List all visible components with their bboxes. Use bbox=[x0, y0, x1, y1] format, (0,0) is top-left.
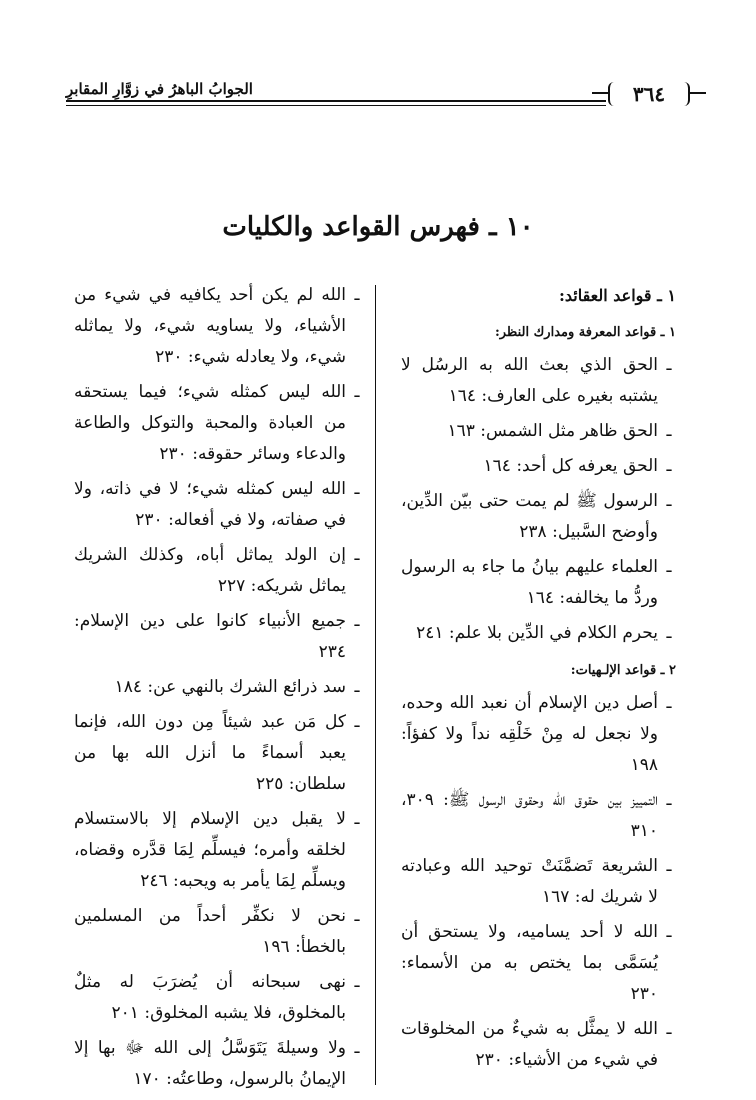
book-title: الجوابُ الباهرُ في زوَّارِ المقابرِ bbox=[66, 78, 261, 100]
entry-text: الرسول ﷺ لم يمت حتى بيّن الدِّين، وأوضح السَّبيل: ٢٣٨ bbox=[401, 491, 658, 542]
entry-text: الله ليس كمثله شيء؛ لا في ذاته، ولا في صفاته، ولا في أفعاله: ٢٣٠ bbox=[74, 479, 346, 530]
running-header bbox=[66, 78, 690, 108]
index-entry: ـ جميع الأنبياء كانوا على دين الإسلام: ٢٣٤ bbox=[74, 611, 360, 662]
entry-text: الشريعة تَضمَّنَتْ توحيد الله وعبادته لا شريك له: ١٦٧ bbox=[401, 856, 658, 907]
entry-text: يحرم الكلام في الدِّين بلا علم: ٢٤١ bbox=[416, 623, 658, 643]
index-entry: ـ نحن لا نكفِّر أحداً من المسلمين بالخطأ: ١٩٦ bbox=[74, 906, 360, 957]
index-entry: ـ كل مَن عبد شيئاً مِن دون الله، فإنما يعبد أسماءً ما أنزل الله بها من سلطان: ٢٢٥ bbox=[74, 712, 360, 794]
entry-text: سد ذرائع الشرك بالنهي عن: ١٨٤ bbox=[114, 677, 346, 697]
index-entry: ـ الشريعة تَضمَّنَتْ توحيد الله وعبادته لا شريك له: ١٦٧ bbox=[401, 856, 672, 907]
index-entry: ـ التمييز بين حقوق الله وحقوق الرسول ﷺ: ٣٠٩، ٣١٠ bbox=[401, 790, 672, 841]
entry-text: الحق ظاهر مثل الشمس: ١٦٣ bbox=[447, 421, 658, 441]
right-column bbox=[401, 280, 676, 1080]
entry-text: الحق الذي بعث الله به الرسُل لا يشتبه بغيره على العارف: ١٦٤ bbox=[401, 355, 658, 406]
index-entry: ـ إن الولد يماثل أباه، وكذلك الشريك يماثل شريكه: ٢٢٧ bbox=[74, 545, 360, 596]
index-entry: ـ سد ذرائع الشرك بالنهي عن: ١٨٤ bbox=[114, 677, 360, 697]
category-heading: ١ ـ قواعد العقائد: bbox=[558, 286, 676, 305]
section-title: ١٠ ـ فهرس القواعد والكليات bbox=[222, 212, 534, 242]
subheading: ٢ ـ قواعد الإلـهيات: bbox=[570, 663, 676, 678]
entry-text: لا يقبل دين الإسلام إلا بالاستسلام لخلقه وأمره؛ فيسلِّم لِمَا قدَّره وقضاه، ويسلِّم لِمَا يأمر به ويحبه: ٢٤٦ bbox=[74, 809, 346, 891]
index-entry: ـ نهى سبحانه أن يُضرَبَ له مثلٌ بالمخلوق، فلا يشبه المخلوق: ٢٠١ bbox=[74, 972, 360, 1023]
index-entry: ـ الله لا أحد يساميه، ولا يستحق أن يُسَمَّى بما يختص به من الأسماء: ٢٣٠ bbox=[401, 922, 672, 1004]
index-entry: ـ الله لم يكن أحد يكافيه في شيء من الأشياء، ولا يساويه شيء، ولا يماثله شيء، ولا يعادله شيء: ٢٣٠ bbox=[74, 285, 360, 367]
index-entry: ـ الحق يعرفه كل أحد: ١٦٤ bbox=[483, 456, 672, 476]
entry-list bbox=[74, 280, 364, 1095]
subheading: ١ ـ قواعد المعرفة ومدارك النظر: bbox=[494, 325, 676, 340]
index-entry: ـ الله ليس كمثله شيء؛ فيما يستحقه من العبادة والمحبة والتوكل والطاعة والدعاء وسائر حقوقه: ٢٣٠ bbox=[74, 382, 360, 464]
entry-text: الله لم يكن أحد يكافيه في شيء من الأشياء، ولا يساويه شيء، ولا يماثله شيء، ولا يعادله شيء: ٢٣٠ bbox=[74, 285, 346, 367]
header-rule bbox=[66, 100, 606, 102]
entry-text: أصل دين الإسلام أن نعبد الله وحده، ولا نجعل له مِنْ خَلْقِه نداً ولا كفؤاً: ١٩٨ bbox=[401, 693, 658, 775]
index-entry: ـ الحق الذي بعث الله به الرسُل لا يشتبه بغيره على العارف: ١٦٤ bbox=[401, 355, 672, 406]
entry-text: كل مَن عبد شيئاً مِن دون الله، فإنما يعبد أسماءً ما أنزل الله بها من سلطان: ٢٢٥ bbox=[74, 712, 346, 794]
entry-text: ولا وسيلةَ يَتَوَسَّلُ إلى الله ﷻ بها إلا الإيمانُ بالرسول، وطاعتُه: ١٧٠ bbox=[74, 1038, 346, 1089]
index-entry: ـ الله ليس كمثله شيء؛ لا في ذاته، ولا في صفاته، ولا في أفعاله: ٢٣٠ bbox=[74, 479, 360, 530]
entry-text: الله لا يمثَّل به شيءٌ من المخلوقات في شيء من الأشياء: ٢٣٠ bbox=[401, 1019, 658, 1070]
entry-text: الحق يعرفه كل أحد: ١٦٤ bbox=[483, 456, 658, 476]
index-entry: ـ العلماء عليهم بيانُ ما جاء به الرسول وردُّ ما يخالفه: ١٦٤ bbox=[401, 557, 672, 608]
page-number: ٣٦٤ bbox=[608, 82, 690, 106]
entry-text: التمييز بين حقوق الله وحقوق الرسول ﷺ: ٣٠٩، ٣١٠ bbox=[401, 790, 658, 841]
entry-text: الله ليس كمثله شيء؛ فيما يستحقه من العبادة والمحبة والتوكل والطاعة والدعاء وسائر حقوقه: ٢٣٠ bbox=[74, 382, 346, 464]
entry-text: نحن لا نكفِّر أحداً من المسلمين بالخطأ: ١٩٦ bbox=[74, 906, 346, 957]
entry-list bbox=[401, 688, 676, 1076]
index-entry: ـ لا يقبل دين الإسلام إلا بالاستسلام لخلقه وأمره؛ فيسلِّم لِمَا قدَّره وقضاه، ويسلِّم لِمَا يأمر به ويحبه: ٢٤٦ bbox=[74, 809, 360, 891]
index-entry: ـ الحق ظاهر مثل الشمس: ١٦٣ bbox=[447, 421, 672, 441]
entry-text: جميع الأنبياء كانوا على دين الإسلام: ٢٣٤ bbox=[74, 611, 346, 662]
index-entry: ـ يحرم الكلام في الدِّين بلا علم: ٢٤١ bbox=[416, 623, 672, 643]
entry-list bbox=[401, 350, 676, 649]
index-entry: ـ أصل دين الإسلام أن نعبد الله وحده، ولا نجعل له مِنْ خَلْقِه نداً ولا كفؤاً: ١٩٨ bbox=[401, 693, 672, 775]
entry-text: نهى سبحانه أن يُضرَبَ له مثلٌ بالمخلوق، فلا يشبه المخلوق: ٢٠١ bbox=[74, 972, 346, 1023]
entry-text: إن الولد يماثل أباه، وكذلك الشريك يماثل شريكه: ٢٢٧ bbox=[74, 545, 346, 596]
index-entry: ـ ولا وسيلةَ يَتَوَسَّلُ إلى الله ﷻ بها إلا الإيمانُ بالرسول، وطاعتُه: ١٧٠ bbox=[74, 1038, 360, 1089]
entry-text: الله لا أحد يساميه، ولا يستحق أن يُسَمَّى بما يختص به من الأسماء: ٢٣٠ bbox=[401, 922, 658, 1004]
index-entry: ـ الله لا يمثَّل به شيءٌ من المخلوقات في شيء من الأشياء: ٢٣٠ bbox=[401, 1019, 672, 1070]
left-column bbox=[74, 280, 364, 1099]
column-divider bbox=[375, 285, 376, 1085]
index-entry: ـ الرسول ﷺ لم يمت حتى بيّن الدِّين، وأوضح السَّبيل: ٢٣٨ bbox=[401, 491, 672, 542]
entry-text: العلماء عليهم بيانُ ما جاء به الرسول وردُّ ما يخالفه: ١٦٤ bbox=[401, 557, 658, 608]
